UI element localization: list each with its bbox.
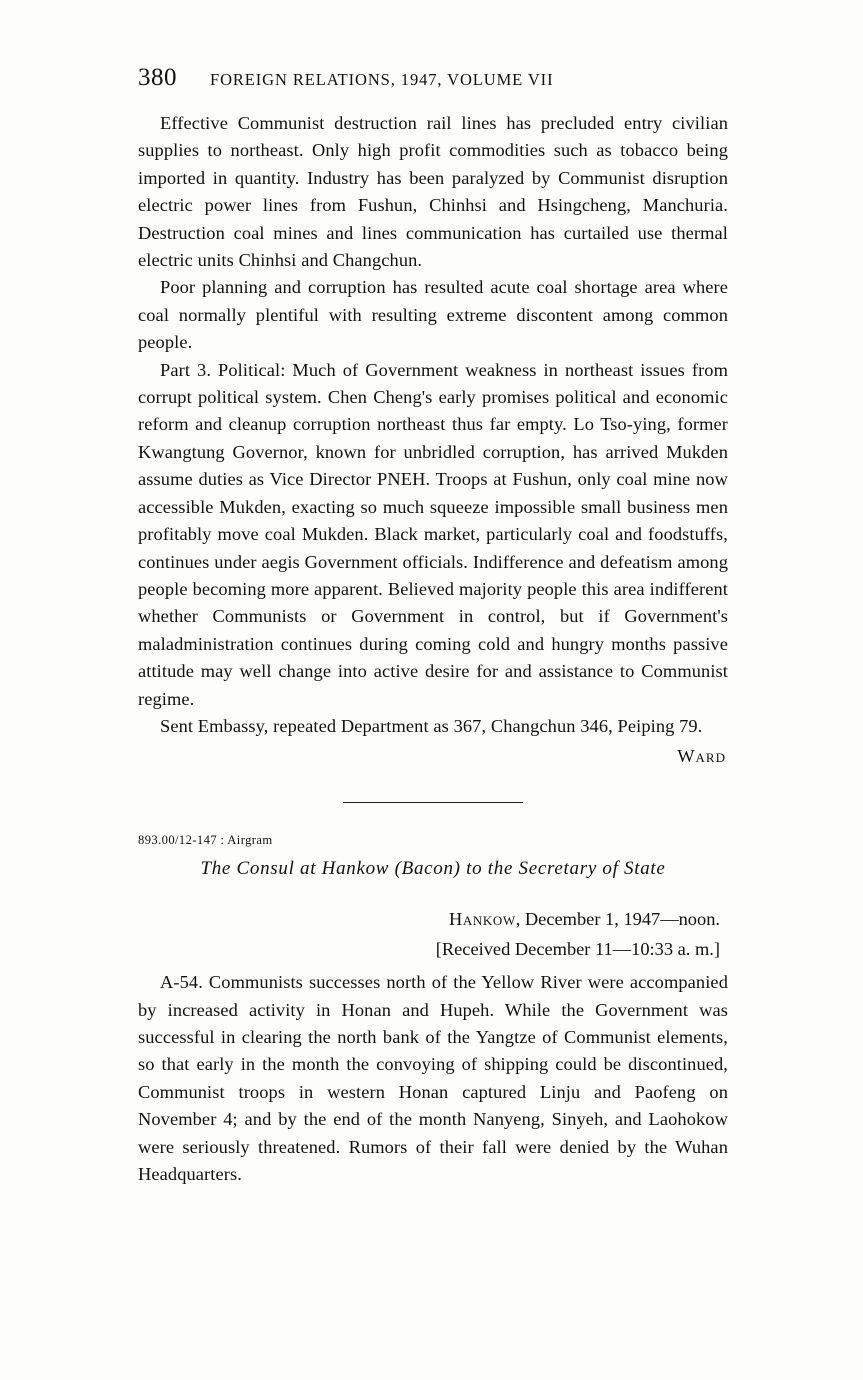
divider-rule	[343, 802, 523, 803]
document-body: A-54. Communists successes north of the Yellow River were accompanied by increased activity in Honan and Hupeh. While the Government was successful in clearing the north bank of the Yangtze of Communist elements, so that early in the month the convoying of shipping could be discontinued, Communist troops in western Honan captured Linju and Paofeng on November 4; and by the end of the month Nanyeng, Sinyeh, and Laohokow were seriously threatened. Rumors of their fall were denied by the Wuhan Headquarters.	[138, 972, 728, 1184]
running-head	[138, 62, 728, 96]
telegram-paragraph-2: Poor planning and corruption has resulted acute coal shortage area where coal normally plentiful with resulting extreme discontent among common people.	[138, 277, 728, 353]
telegram-paragraph-4: Sent Embassy, repeated Department as 367, Changchun 346, Peiping 79.	[160, 715, 703, 736]
dateline-place: Hankow	[448, 909, 516, 930]
received-line: [Received December 11—10:33 a. m.]	[435, 938, 720, 959]
section-divider	[138, 793, 728, 811]
page-content	[138, 62, 728, 1188]
source-citation: 893.00/12-147 : Airgram	[138, 833, 273, 848]
page-number: 380	[138, 64, 177, 91]
running-title: FOREIGN RELATIONS, 1947, VOLUME VII	[210, 70, 554, 89]
document-heading: The Consul at Hankow (Bacon) to the Secretary of State	[200, 858, 666, 880]
telegram-signature: Ward	[677, 746, 726, 767]
telegram-paragraph-1: Effective Communist destruction rail lines has precluded entry civilian supplies to northeast. Only high profit commodities such as tobacco being imported in quantity. Industry has been paralyzed by Communist disruption electric power lines from Fushun, Chinhsi and Hsingcheng, Manchuria. Destruction coal mines and lines communication has curtailed use thermal electric units Chinhsi and Changchun.	[138, 113, 728, 271]
dateline-date: , December 1, 1947—noon.	[515, 909, 720, 930]
dateline	[138, 906, 728, 933]
telegram-paragraph-3: Part 3. Political: Much of Government weakness in northeast issues from corrupt political system. Chen Cheng's early promises political and economic reform and cleanup corruption northeast thus far empty. Lo Tso-ying, former Kwangtung Governor, known for unbridled corruption, has arrived Mukden assume duties as Vice Director PNEH. Troops at Fushun, only coal mine now accessible Mukden, exacting so much squeeze impossible small business men profitably move coal Mukden. Black market, particularly coal and foodstuffs, continues under aegis Government officials. Indifference and defeatism among people becoming more apparent. Believed majority people this area indifferent whether Communists or Government in control, but if Government's maladministration continues during coming cold and hungry months passive attitude may well change into active desire for and assistance to Communist regime.	[138, 359, 728, 709]
